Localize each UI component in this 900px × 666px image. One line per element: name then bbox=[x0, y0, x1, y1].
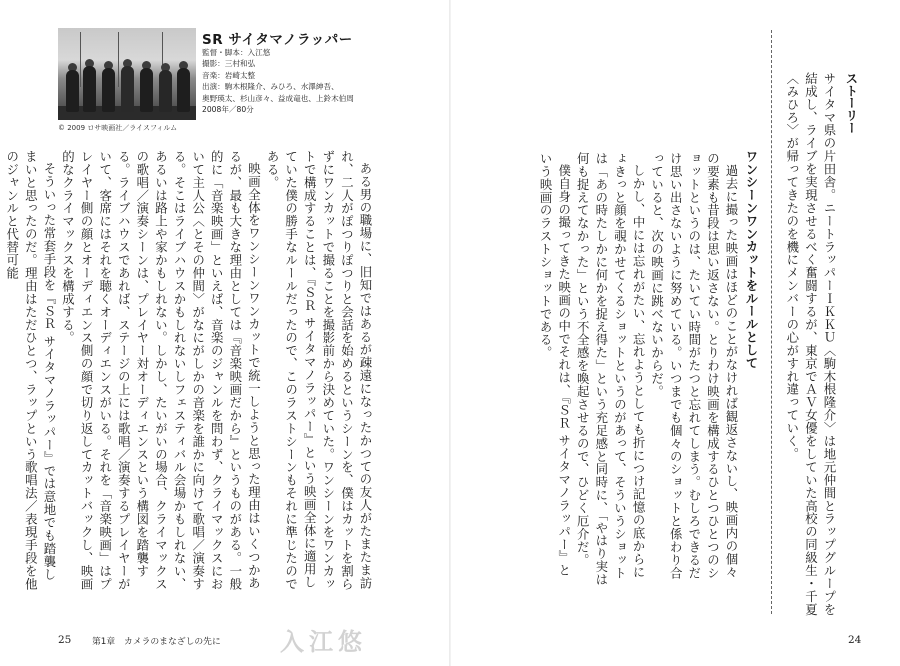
film-still-photo bbox=[58, 28, 196, 120]
film-credits bbox=[202, 47, 422, 115]
photo-credit: © 2009 ロサ映画社／ライスフィルム bbox=[58, 124, 178, 132]
story-text bbox=[778, 72, 838, 616]
credit-line: 撮影：三村和弘 bbox=[202, 59, 256, 69]
credit-line: 監督・脚本：入江悠 bbox=[202, 48, 271, 57]
left-page-body bbox=[4, 150, 374, 592]
body-paragraph: 映画全体をワンシーンワンカットで統一しようと思った理由はいくつかあるが、最も大きな理由としては『音楽映画だから』というものがある。一般的に「音楽映画」といえば、音楽のジャンルを問わず、クライマックスにおいて主人公〈とその仲間〉がなにがしかの音楽を誰かに向けて歌唱／演奏する。そこはライブハウスかもしれないしフェスティバル会場かもしれない、あるいは路上や家かもしれない。しかし、たいがいの場合、クライマックスの歌唱／演奏シーンは、プレイヤー対オーディエンスという構図を踏襲する。ライブハウスであれば、ステージの上には歌唱／演奏するプレイヤーがいて、客席にはそれを聴くオーディエンスがいる。それを「音楽映画」はプレイヤー側の顔とオーディエンス側の顔で切り返してカットバックし、映画的なクライマックスを構成する。 bbox=[60, 150, 262, 591]
credit-line: 出演：駒木根隆介、みひろ、水澤紳吾、 bbox=[202, 82, 339, 92]
page-number-right: 24 bbox=[848, 634, 862, 646]
body-paragraph: しかし、中には忘れがたい、忘れようとしても折につけ記憶の底からにょきっと顔を覗かせてくるショットというのがあって、そういうショットは「あの時たしかに何かを捉え得た」という充足感と同時に、「やはり実は何も捉えてなかった」という不全感を喚起させるので、ひどく厄介だ。 bbox=[575, 152, 647, 587]
credit-line: 音楽：岩崎太整 bbox=[202, 70, 256, 80]
right-page-body bbox=[510, 152, 740, 588]
body-paragraph: ある男の職場に、旧知ではあるが疎遠になったかつての友人がたまたま訪れ、二人がぽつりぽつりと会話を始めるというシーンを、僕はカットを割らずにワンカットで撮ることを撮影前から決めていた。ワンシーンをワンカットで構成することは、『ＳＲ サイタマノラッパー』という映画全体に適用していた僕の勝手なルールだったので、このラストシーンもそれに準じたのである。 bbox=[265, 150, 373, 591]
credit-line: 2008年／80分 bbox=[202, 105, 254, 115]
story-box bbox=[771, 30, 874, 614]
film-title: SR サイタマノラッパー bbox=[202, 32, 353, 48]
author-name: 入江悠 bbox=[280, 628, 367, 656]
body-paragraph: そういった常套手段を『ＳＲ サイタマノラッパー』では意地でも踏襲しまいと思ったのだ。理由はただひとつ、ラップという歌唱法／表現手段を他のジャンルと代替可能 bbox=[4, 150, 57, 591]
chapter-title: 第1章 カメラのまなざしの先に bbox=[92, 637, 221, 647]
credit-line: 奥野瑛太、杉山彦々、益成竜也、上鈴木伯周 bbox=[202, 93, 354, 103]
story-paragraph: サイタマ県の片田舎。ニートラッパーＩＫＫＵ〈駒木根隆介〉は地元仲間とラップグループを結成し、ライブを実現させるべく奮闘するが、東京でＡＶ女優をしていた高校の同級生・千夏〈みひろ〉が帰ってきたのを機にメンバーの心がすれ違っていく。 bbox=[784, 72, 837, 616]
body-paragraph: 僕自身の撮ってきた映画の中でそれは、『ＳＲ サイタマノラッパー』という映画のラストショットである。 bbox=[538, 152, 572, 578]
section-heading: ワンシーンワンカットをルールとして bbox=[744, 150, 759, 370]
gutter bbox=[449, 0, 451, 666]
story-heading: ストーリー bbox=[844, 72, 859, 134]
body-paragraph: 過去に撮った映画はほどのことがなければ観返さないし、映画内の個々の要素も昔段は思い返さない。とりわけ映画を構成するひとつひとつのショットというのは、たいてい時間がたつと忘れてしまう。むしろできるだけ思い出さないように努めている。いつまでも個々のショットと係わり合っていると、次の映画に跳べないからだ。 bbox=[649, 152, 739, 580]
page-number-left: 25 bbox=[58, 634, 72, 646]
